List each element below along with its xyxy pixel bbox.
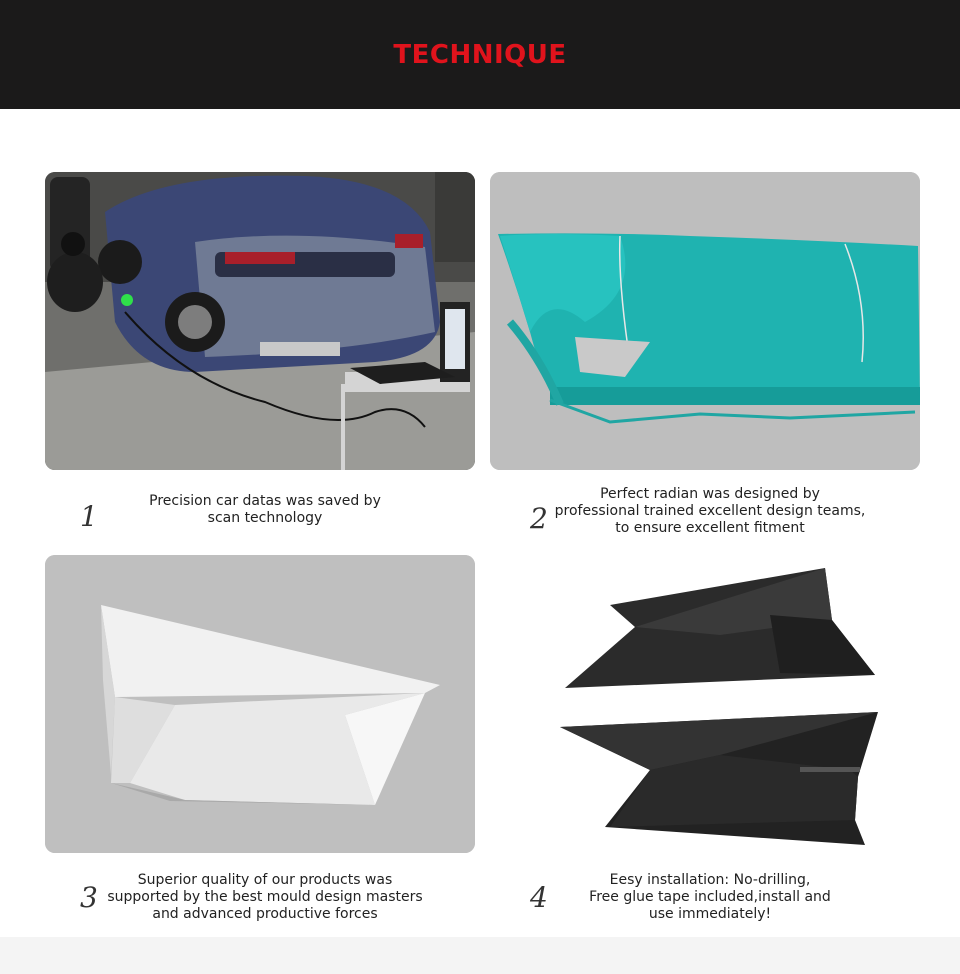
step-2 [530, 486, 875, 537]
step-description: Perfect radian was designed by professional trained excellent design teams, to ensure excellent fitment [554, 486, 866, 536]
step-number: 1 [80, 500, 98, 533]
carbon-fiber-parts-photo [520, 555, 920, 853]
step-number: 3 [80, 881, 98, 914]
step-1 [80, 486, 435, 533]
step-number: 2 [530, 502, 548, 535]
page-title: TECHNIQUE [393, 39, 567, 70]
mould-design-render [45, 555, 475, 853]
car-scanning-photo [45, 172, 475, 470]
step-description: Eesy installation: No-drilling, Free glue tape included,install and use immediately! [589, 872, 831, 922]
footer-band [0, 937, 960, 974]
step-description: Precision car datas was saved by scan technology [149, 492, 381, 526]
step-3 [80, 872, 435, 923]
step-description: Superior quality of our products was supported by the best mould design masters and advanced productive forces [107, 872, 423, 922]
step-4 [530, 872, 875, 923]
page-header [0, 0, 960, 109]
step-number: 4 [530, 881, 548, 914]
3d-scan-render [490, 172, 920, 470]
